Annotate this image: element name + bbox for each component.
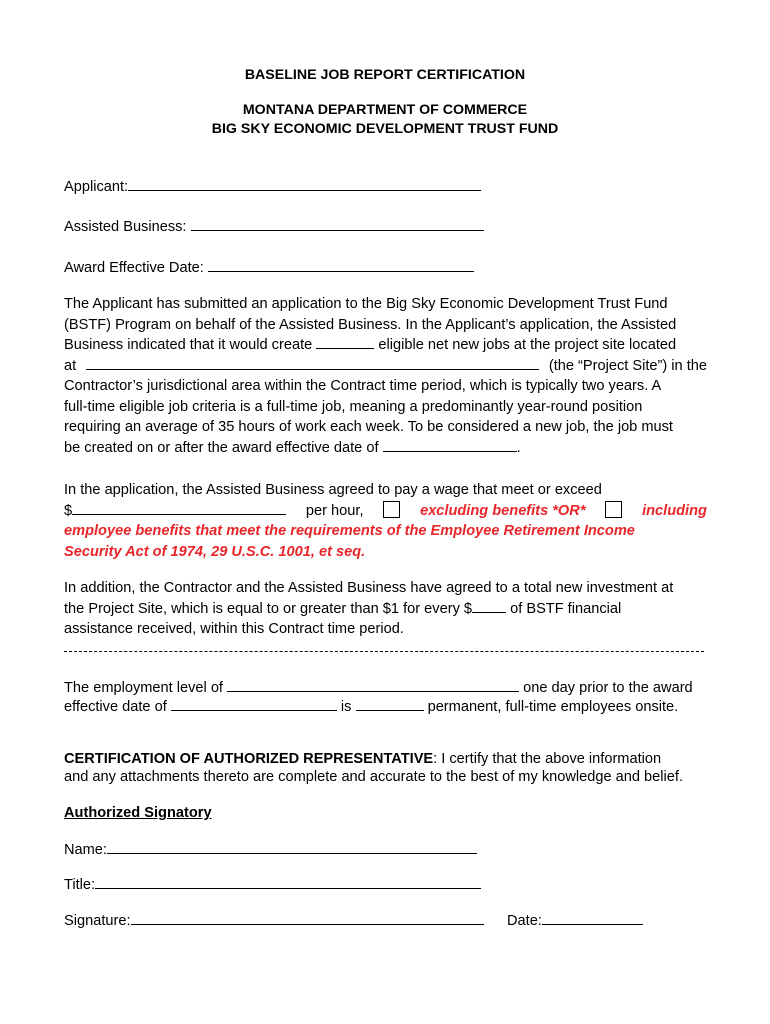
p1-line-7: requiring an average of 35 hours of work each week. To be considered a new job, the job must (64, 419, 673, 435)
hourly-wage-field[interactable] (72, 501, 286, 515)
investment-paragraph (64, 578, 707, 640)
signature-row (64, 911, 484, 930)
applicant-field[interactable] (128, 177, 481, 191)
certification-line-2: and any attachments thereto are complete and accurate to the best of my knowledge and belief. (64, 769, 683, 785)
dashed-separator (64, 651, 704, 652)
p1-line-3a: Business indicated that it would create (64, 337, 313, 353)
award-date-label: Award Effective Date: (64, 260, 204, 276)
new-jobs-count-field[interactable] (316, 335, 374, 349)
p4-line-1b: one day prior to the award (523, 680, 693, 696)
project-site-field[interactable] (86, 356, 539, 370)
signature-field[interactable] (131, 911, 484, 925)
p1-line-1: The Applicant has submitted an application to the Big Sky Economic Development Trust Fund (64, 296, 668, 312)
p1-line-6: full-time eligible job criteria is a full-time job, meaning a predominantly year-round position (64, 398, 643, 415)
p3-line-2b: of BSTF financial (510, 600, 622, 617)
including-benefits-label: including (642, 502, 707, 519)
p1-line-2: (BSTF) Program on behalf of the Assisted Business. In the Applicant’s application, the Assisted (64, 316, 677, 333)
assisted-business-field[interactable] (191, 217, 484, 231)
name-label: Name: (64, 842, 107, 858)
excluding-benefits-label: excluding benefits *OR* (420, 502, 586, 519)
title-label: Title: (64, 877, 96, 893)
title-row (64, 875, 481, 894)
p1-line-5: Contractor’s jurisdictional area within the Contract time period, which is typically two years. A (64, 378, 662, 394)
p1-line-3b: eligible net new jobs at the project site located (378, 337, 677, 353)
p3-line-2a: the Project Site, which is equal to or greater than $1 for every $ (64, 600, 473, 617)
p1-line-4a: at (64, 357, 77, 374)
certification-line-1: : I certify that the above information (433, 751, 662, 767)
p4-line-2a: effective date of (64, 699, 167, 715)
wage-paragraph (64, 480, 707, 562)
employment-level-field[interactable] (227, 678, 519, 692)
award-date-row (64, 258, 474, 277)
applicant-row (64, 177, 481, 196)
p1-line-8a: be created on or after the award effective date of (64, 439, 379, 456)
baseline-date-field[interactable] (171, 697, 337, 711)
p4-line-2c: permanent, full-time employees onsite. (427, 699, 679, 715)
signatory-heading-text: Authorized Signatory (64, 805, 212, 821)
applicant-label: Applicant: (64, 179, 129, 195)
p4-line-2b: is (340, 699, 352, 715)
name-field[interactable] (107, 840, 477, 854)
employee-count-field[interactable] (356, 697, 424, 711)
p2-line-4: Security Act of 1974, 29 U.S.C. 1001, et seq. (64, 543, 366, 560)
employment-paragraph (64, 678, 707, 716)
award-date-field[interactable] (208, 258, 474, 272)
per-hour-label: per hour, (305, 502, 364, 519)
assisted-business-row (64, 217, 484, 236)
including-benefits-checkbox[interactable] (605, 501, 622, 518)
effective-date-field[interactable] (383, 438, 517, 452)
p3-line-3: assistance received, within this Contract time period. (64, 621, 404, 637)
p1-line-8b: . (516, 439, 521, 456)
certification-paragraph (64, 750, 707, 786)
investment-ratio-field[interactable] (472, 599, 506, 613)
date-label: Date: (507, 913, 542, 929)
p2-line-3: employee benefits that meet the requirements of the Employee Retirement Income (64, 523, 635, 539)
signature-label: Signature: (64, 913, 131, 929)
fund-name: BIG SKY ECONOMIC DEVELOPMENT TRUST FUND (211, 121, 559, 137)
title-field[interactable] (95, 875, 481, 889)
date-row (507, 911, 643, 930)
assisted-business-label: Assisted Business: (64, 219, 187, 235)
name-row (64, 840, 477, 859)
document-title: BASELINE JOB REPORT CERTIFICATION (244, 67, 526, 83)
excluding-benefits-checkbox[interactable] (383, 501, 400, 518)
date-field[interactable] (542, 911, 643, 925)
department-name: MONTANA DEPARTMENT OF COMMERCE (242, 102, 528, 118)
certification-heading: CERTIFICATION OF AUTHORIZED REPRESENTATIVE (64, 751, 434, 767)
application-paragraph (64, 294, 707, 458)
authorized-signatory-heading (64, 804, 212, 822)
dollar-sign: $ (64, 502, 73, 519)
p1-line-4b: (the “Project Site”) in the (548, 357, 707, 374)
p4-line-1a: The employment level of (64, 680, 223, 696)
p2-line-1: In the application, the Assisted Business agreed to pay a wage that meet or exceed (64, 482, 602, 498)
p3-line-1: In addition, the Contractor and the Assisted Business have agreed to a total new investment at (64, 580, 674, 596)
